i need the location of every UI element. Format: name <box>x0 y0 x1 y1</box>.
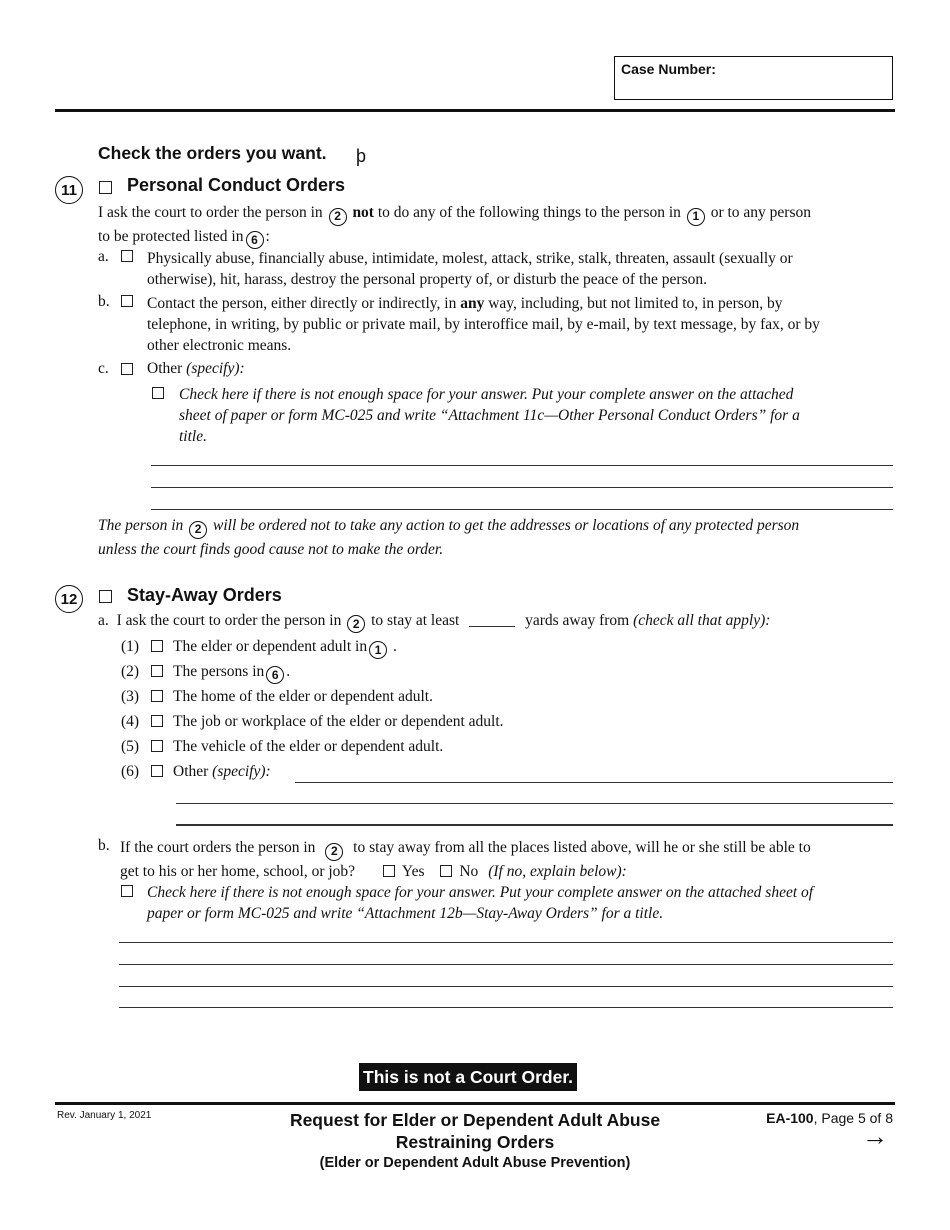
footer-rule <box>55 1102 895 1105</box>
item-11a-line1: Physically abuse, financially abuse, intimidate, molest, attack, strike, stalk, threaten, assault (sexually or <box>147 250 793 267</box>
item-11a-checkbox[interactable] <box>121 250 133 262</box>
item-number: (6) <box>121 763 140 780</box>
note-pre: The person in <box>98 517 184 534</box>
item-suffix: . <box>392 638 397 655</box>
item-11c-other-label: Other <box>147 360 183 377</box>
item-12a-ref-2: 2 <box>347 615 365 633</box>
item-12b-pre: If the court orders the person in <box>120 839 316 856</box>
no-checkbox[interactable] <box>440 865 452 877</box>
item-checkbox[interactable] <box>151 765 163 777</box>
item-12a-label: a. <box>98 612 109 629</box>
note-ref-2-circle: 2 <box>189 521 207 539</box>
answer-line-11c-1[interactable] <box>151 465 893 466</box>
not-word: not <box>352 204 374 221</box>
item-12a-post: yards away from <box>525 612 630 629</box>
section-11-title: Personal Conduct Orders <box>127 175 346 195</box>
item-12a-5 <box>121 738 443 756</box>
item-11b-label: b. <box>98 293 110 310</box>
item-12b-label: b. <box>98 837 110 854</box>
answer-line-11c-3[interactable] <box>151 509 893 510</box>
next-page-arrow-icon[interactable]: → <box>862 1121 888 1151</box>
answer-line-12a-1[interactable] <box>295 782 893 783</box>
yes-label: Yes <box>401 862 425 880</box>
answer-line-12b-1[interactable] <box>119 942 893 943</box>
item-11c-other <box>147 360 245 378</box>
section-12-number: 12 <box>55 585 83 613</box>
item-11b-line1-post: way, including, but not limited to, in person, by <box>488 295 783 312</box>
intro-text-3: or to any person <box>710 204 811 221</box>
item-12b-line2: get to his or her home, school, or job? <box>120 862 356 880</box>
item-11c-attach-line3: title. <box>179 428 207 445</box>
section-11-number: 11 <box>55 176 83 204</box>
answer-line-11c-2[interactable] <box>151 487 893 488</box>
item-ref-6: 6 <box>266 666 284 684</box>
item-suffix: . <box>286 663 291 680</box>
footer-title <box>200 1109 750 1174</box>
footer-subtitle: (Elder or Dependent Adult Abuse Prevention) <box>319 1155 631 1171</box>
footer-title-line1: Request for Elder or Dependent Adult Abuse <box>289 1110 661 1130</box>
item-11c-attach-line2: sheet of paper or form MC-025 and write “Attachment 11c—Other Personal Conduct Orders” for a <box>179 407 800 424</box>
item-11c-checkbox[interactable] <box>121 363 133 375</box>
no-label: No <box>459 862 479 880</box>
form-id: EA-100 <box>766 1110 814 1126</box>
ref-2-circle: 2 <box>329 208 347 226</box>
item-12a-mid: to stay at least <box>371 612 460 629</box>
item-text: The persons in <box>173 663 265 680</box>
item-11b-text <box>147 293 897 356</box>
page-number: , Page 5 of 8 <box>813 1110 893 1126</box>
yards-field[interactable] <box>469 612 515 627</box>
item-11b-line3: other electronic means. <box>147 337 292 354</box>
item-12b-attach-checkbox[interactable] <box>121 885 133 897</box>
intro-text-4: to be protected listed in <box>98 227 244 245</box>
item-checkbox[interactable] <box>151 715 163 727</box>
item-12b-line1-post: to stay away from all the places listed above, will he or she still be able to <box>353 839 811 856</box>
item-12a <box>98 612 898 633</box>
item-12a-6 <box>121 763 271 781</box>
revision-date: Rev. January 1, 2021 <box>57 1110 152 1121</box>
answer-line-12a-3[interactable] <box>176 824 893 826</box>
item-11a-text <box>147 248 897 290</box>
intro-text-2: to do any of the following things to the person in <box>377 204 681 221</box>
yes-checkbox[interactable] <box>383 865 395 877</box>
item-12a-4 <box>121 713 504 731</box>
item-11c-specify: (specify): <box>186 360 245 377</box>
note-line1-post: will be ordered not to take any action to get the addresses or locations of any protected person <box>213 517 800 534</box>
item-11a-label: a. <box>98 248 109 265</box>
item-12b-attach-line2: paper or form MC-025 and write “Attachment 12b—Stay-Away Orders” for a title. <box>147 905 664 922</box>
section-11-note <box>98 515 898 560</box>
case-number-box[interactable] <box>614 56 893 100</box>
item-number: (2) <box>121 663 140 680</box>
intro-text-1: I ask the court to order the person in <box>98 204 323 221</box>
answer-line-12b-2[interactable] <box>119 964 893 965</box>
item-checkbox[interactable] <box>151 690 163 702</box>
item-text: The elder or dependent adult in <box>173 638 368 655</box>
not-court-order-banner: This is not a Court Order. <box>359 1063 577 1091</box>
section-12-checkbox[interactable] <box>99 590 112 603</box>
item-11c-attach-line1: Check here if there is not enough space for your answer. Put your complete answer on the attached <box>179 386 794 403</box>
item-12a-pre: I ask the court to order the person in <box>116 612 342 629</box>
item-11c-attach-text <box>179 384 899 447</box>
if-no-note: (If no, explain below): <box>488 862 627 880</box>
item-11b-line2: telephone, in writing, by public or private mail, by interoffice mail, by e-mail, by text message, by fax, or by <box>147 316 820 333</box>
item-12a-2 <box>121 663 290 684</box>
answer-line-12b-3[interactable] <box>119 986 893 987</box>
item-checkbox[interactable] <box>151 640 163 652</box>
item-11a-line2: otherwise), hit, harass, destroy the personal property of, or disturb the peace of the person. <box>147 271 707 288</box>
stray-mark: þ <box>356 146 367 166</box>
check-orders-heading: Check the orders you want. <box>98 143 327 163</box>
item-11c-label: c. <box>98 360 109 377</box>
item-12b-text <box>120 837 900 882</box>
item-12a-1 <box>121 638 397 659</box>
item-12b-ref-2: 2 <box>325 843 343 861</box>
item-11b-checkbox[interactable] <box>121 295 133 307</box>
any-word: any <box>460 295 485 312</box>
item-number: (1) <box>121 638 140 655</box>
item-number: (3) <box>121 688 140 705</box>
section-11-checkbox[interactable] <box>99 181 112 194</box>
answer-line-12b-4[interactable] <box>119 1007 893 1008</box>
item-12a-check: (check all that apply): <box>633 612 771 629</box>
item-11c-attach-checkbox[interactable] <box>152 387 164 399</box>
item-12a-3 <box>121 688 433 706</box>
item-checkbox[interactable] <box>151 665 163 677</box>
item-text: The vehicle of the elder or dependent adult. <box>173 738 444 755</box>
case-number-label: Case Number: <box>621 61 716 77</box>
item-number: (5) <box>121 738 140 755</box>
ref-1-circle: 1 <box>687 208 705 226</box>
item-specify: (specify): <box>212 763 271 780</box>
item-12b-attach-text <box>147 882 897 924</box>
section-12-title: Stay-Away Orders <box>127 585 282 605</box>
item-ref-1: 1 <box>369 641 387 659</box>
ref-6-circle: 6 <box>246 231 264 249</box>
header-rule <box>55 109 895 112</box>
item-text: Other <box>173 763 209 780</box>
intro-colon: : <box>265 227 270 245</box>
item-number: (4) <box>121 713 140 730</box>
note-line2: unless the court finds good cause not to make the order. <box>98 540 444 558</box>
item-text: The home of the elder or dependent adult. <box>173 688 433 705</box>
answer-line-12a-2[interactable] <box>176 803 893 804</box>
item-checkbox[interactable] <box>151 740 163 752</box>
footer-title-line2: Restraining Orders <box>395 1132 555 1152</box>
item-12b-attach-line1: Check here if there is not enough space for your answer. Put your complete answer on the attached sheet of <box>147 884 814 901</box>
item-text: The job or workplace of the elder or dependent adult. <box>173 713 504 730</box>
item-11b-line1-pre: Contact the person, either directly or indirectly, in <box>147 295 457 312</box>
section-11-intro <box>98 202 898 249</box>
